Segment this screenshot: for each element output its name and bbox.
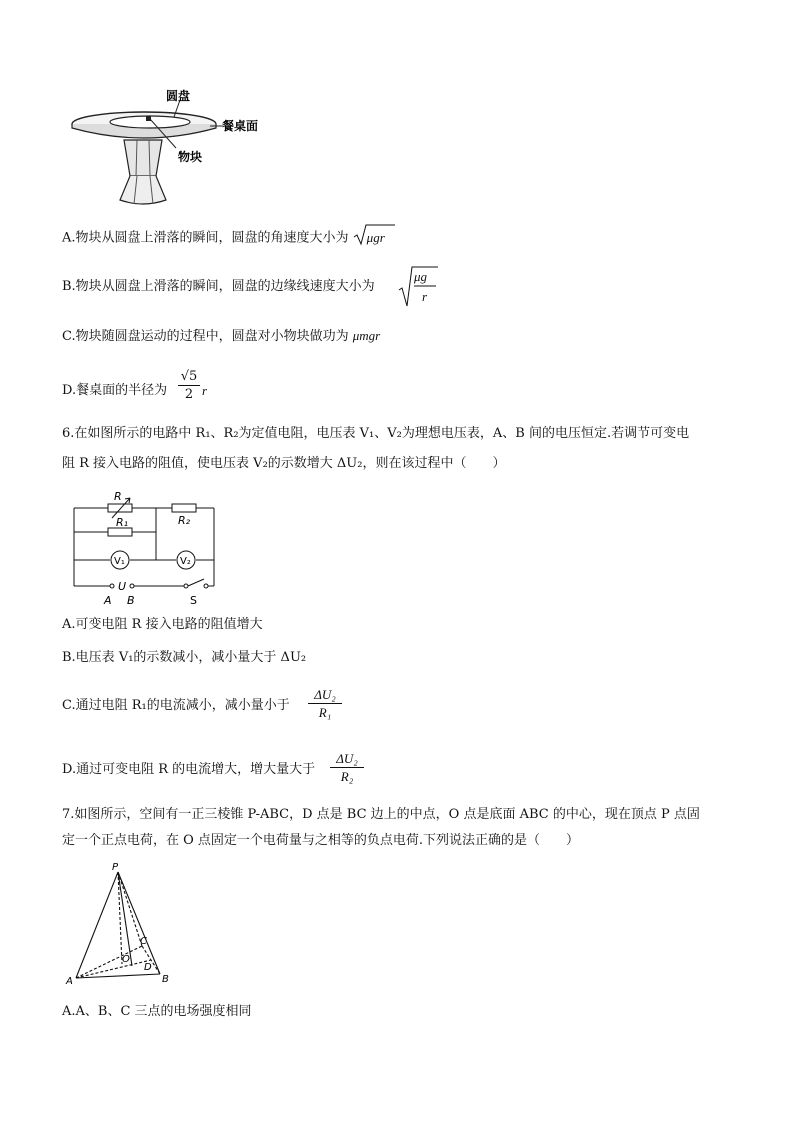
- pyramid-figure: [64, 858, 184, 988]
- q5-option-d-num: √5: [178, 368, 200, 386]
- circuit-label-a: A: [104, 594, 112, 607]
- q5-option-c: [62, 327, 380, 346]
- q5-option-d-text: D.餐桌面的半径为: [62, 383, 168, 398]
- q6-stem-line2: 阻 R 接入电路的阻值，使电压表 V₂的示数增大 ΔU₂，则在该过程中（ ）: [62, 456, 506, 471]
- label-disk: 圆盘: [166, 89, 191, 103]
- pyramid-label-a: A: [66, 976, 73, 987]
- circuit-label-v2: V₂: [180, 556, 191, 567]
- q5-option-b-text: B.物块从圆盘上滑落的瞬间，圆盘的边缘线速度大小为: [62, 279, 375, 294]
- q7-option-a: A.A、B、C 三点的电场强度相同: [62, 1004, 252, 1019]
- circuit-label-v1: V₁: [114, 556, 125, 567]
- circuit-label-r1: R₁: [116, 516, 129, 529]
- q5-option-b-den: r: [422, 289, 428, 304]
- circuit-figure: [64, 490, 224, 608]
- q5-option-c-text: C.物块随圆盘运动的过程中，圆盘对小物块做功为: [62, 329, 349, 344]
- table-disk-figure: [62, 86, 282, 210]
- q6-option-c-den: R₁: [318, 705, 332, 720]
- pyramid-label-o: O: [122, 954, 130, 965]
- q5-option-d-tail: r: [202, 383, 208, 398]
- q5-option-a-text: A.物块从圆盘上滑落的瞬间，圆盘的角速度大小为: [62, 230, 349, 246]
- q6-option-a: A.可变电阻 R 接入电路的阻值增大: [62, 617, 263, 632]
- q5-option-b: [62, 278, 375, 296]
- pyramid-label-c: C: [140, 936, 147, 947]
- pyramid-label-d: D: [144, 962, 152, 973]
- circuit-label-r2: R₂: [178, 514, 191, 527]
- circuit-label-b: B: [127, 594, 135, 607]
- q6-option-c-fraction: [308, 686, 342, 721]
- q6-option-d: D.通过可变电阻 R 的电流增大，增大量大于: [62, 762, 316, 777]
- q6-stem-line1: 6.在如图所示的电路中 R₁、R₂为定值电阻，电压表 V₁、V₂为理想电压表，A、B 间的电压恒定.若调节可变电: [62, 426, 690, 441]
- label-block: 物块: [178, 150, 203, 164]
- circuit-label-u: U: [118, 580, 127, 593]
- circuit-label-r: R: [114, 490, 122, 503]
- q7-stem-line2: 定一个正点电荷，在 O 点固定一个电荷量与之相等的负点电荷.下列说法正确的是（ ）: [62, 833, 580, 848]
- label-table-top: 餐桌面: [222, 119, 259, 133]
- q6-option-c: C.通过电阻 R₁的电流减小，减小量小于: [62, 698, 290, 713]
- q5-option-d-den: 2: [184, 387, 194, 402]
- circuit-label-s: S: [190, 594, 197, 607]
- q6-option-b: B.电压表 V₁的示数减小，减小量大于 ΔU₂: [62, 650, 307, 665]
- pyramid-label-b: B: [162, 974, 169, 985]
- q6-option-c-num: ΔU₂: [308, 686, 342, 704]
- q5-option-d: [62, 382, 167, 400]
- pyramid-label-p: P: [112, 862, 119, 873]
- q5-option-a: [62, 224, 385, 252]
- q6-option-d-fraction: [330, 750, 364, 785]
- q5-option-b-num: μg: [414, 269, 428, 284]
- q5-option-c-expr: μmgr: [352, 328, 381, 343]
- q6-option-d-num: ΔU₂: [330, 750, 364, 768]
- q7-stem-line1: 7.如图所示，空间有一正三棱锥 P-ABC，D 点是 BC 边上的中点，O 点是底面 ABC 的中心，现在顶点 P 点固: [62, 807, 700, 822]
- q5-option-d-fraction: [178, 368, 200, 403]
- q6-option-d-den: R₂: [340, 769, 354, 784]
- q5-option-a-expr: μgr: [366, 229, 385, 245]
